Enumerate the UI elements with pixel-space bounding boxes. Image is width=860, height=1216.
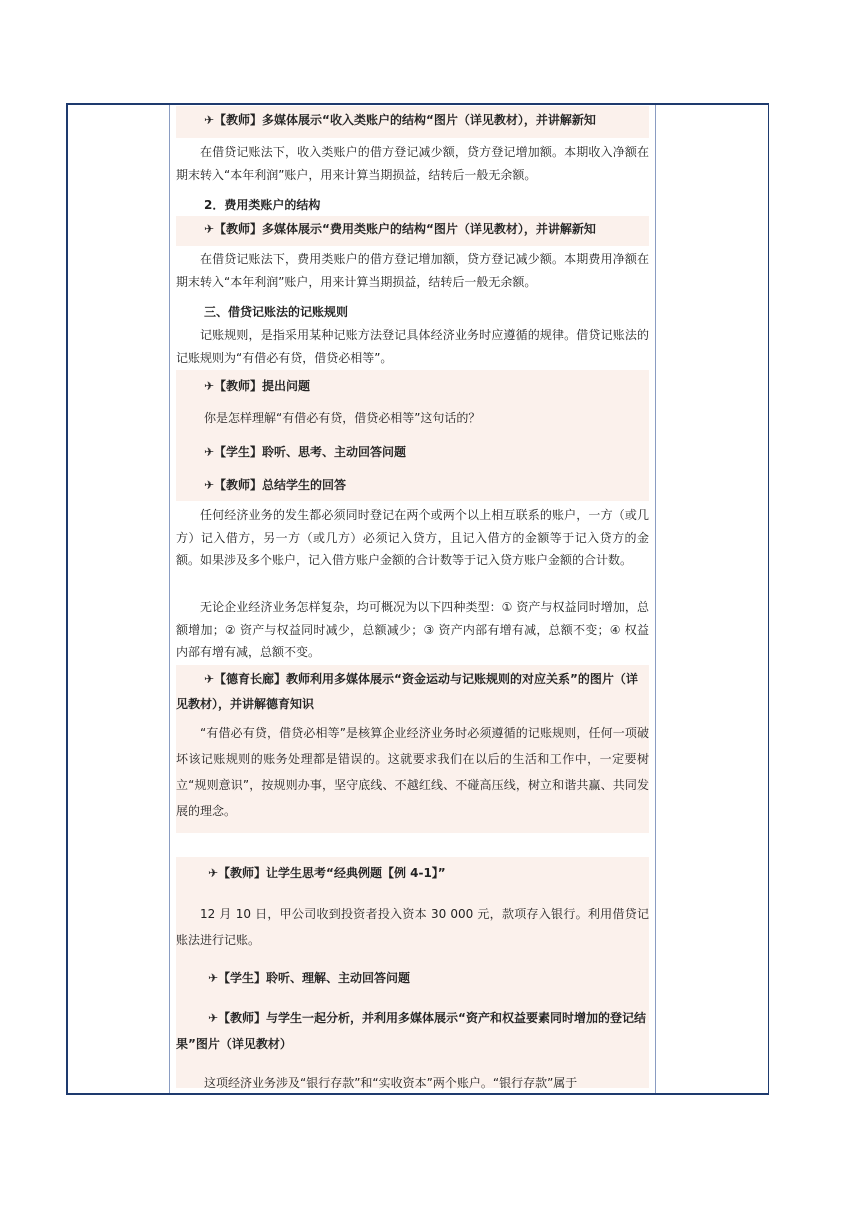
student-answer-heading: ✈【学生】聆听、理解、主动回答问题 — [208, 971, 411, 985]
column-divider — [655, 105, 656, 1093]
section-heading: 2．费用类账户的结构 — [204, 198, 321, 212]
teacher-question-heading: ✈【教师】提出问题 — [204, 379, 311, 393]
example-heading: ✈【教师】让学生思考“经典例题【例 4-1】” — [208, 866, 446, 880]
expense-account-text: 在借贷记账法下，费用类账户的借方登记增加额，贷方登记减少额。本期费用净额在期末转入“本年利润”账户，用来计算当期损益，结转后一般无余额。 — [176, 252, 649, 289]
example-text: 12 月 10 日，甲公司收到投资者投入资本 30 000 元，款项存入银行。利用借贷记账法进行记账。 — [176, 907, 649, 947]
shaded-group — [176, 370, 649, 501]
moral-education-heading: ✈【德育长廊】教师利用多媒体展示“资金运动与记账规则的对应关系”的图片（详见教材），并讲解德育知识 — [176, 672, 638, 711]
example-box — [176, 857, 649, 1088]
income-account-text: 在借贷记账法下，收入类账户的借方登记减少额，贷方登记增加额。本期收入净额在期末转入“本年利润”账户，用来计算当期损益，结转后一般无余额。 — [176, 145, 649, 182]
question-text: 你是怎样理解“有借必有贷，借贷必相等”这句话的？ — [204, 411, 481, 425]
section-heading: 三、借贷记账法的记账规则 — [204, 305, 349, 319]
moral-education-box — [176, 665, 649, 833]
rule-definition-text: 记账规则，是指采用某种记账方法登记具体经济业务时应遵循的规律。借贷记账法的记账规则为“有借必有贷，借贷必相等”。 — [176, 328, 649, 365]
summary-text: 任何经济业务的发生都必须同时登记在两个或两个以上相互联系的账户，一方（或几方）记入借方，另一方（或几方）必须记入贷方，且记入借方的金额等于记入贷方的金额。如果涉及多个账户，记入借方账户金额的合计数等于记入贷方账户金额的合计数。 — [176, 508, 649, 567]
teacher-summary-heading: ✈【教师】总结学生的回答 — [204, 478, 347, 492]
teacher-multimedia-heading: ✈【教师】多媒体展示“费用类账户的结构“图片（详见教材），并讲解新知 — [176, 216, 649, 246]
analysis-text: 这项经济业务涉及“银行存款”和“实收资本”两个账户。“银行存款”属于 — [204, 1076, 578, 1090]
student-activity-heading: ✈【学生】聆听、思考、主动回答问题 — [204, 445, 407, 459]
teacher-multimedia-heading: ✈【教师】多媒体展示“收入类账户的结构“图片（详见教材），并讲解新知 — [176, 106, 649, 138]
moral-education-text: “有借必有贷，借贷必相等”是核算企业经济业务时必须遵循的记账规则，任何一项破坏该记账规则的账务处理都是错误的。这就要求我们在以后的生活和工作中，一定要树立“规则意识”，按规则办事，坚守底线、不越红线、不碰高压线，树立和谐共赢、共同发展的理念。 — [176, 726, 649, 818]
lesson-table — [66, 103, 769, 1095]
column-divider — [169, 105, 170, 1093]
four-types-text: 无论企业经济业务怎样复杂，均可概况为以下四种类型：① 资产与权益同时增加，总额增加；② 资产与权益同时减少，总额减少；③ 资产内部有增有减，总额不变；④ 权益内部有增有减，总额不变。 — [176, 600, 649, 659]
analysis-heading: ✈【教师】与学生一起分析，并利用多媒体展示“资产和权益要素同时增加的登记结果”图片（详见教材） — [176, 1011, 646, 1051]
